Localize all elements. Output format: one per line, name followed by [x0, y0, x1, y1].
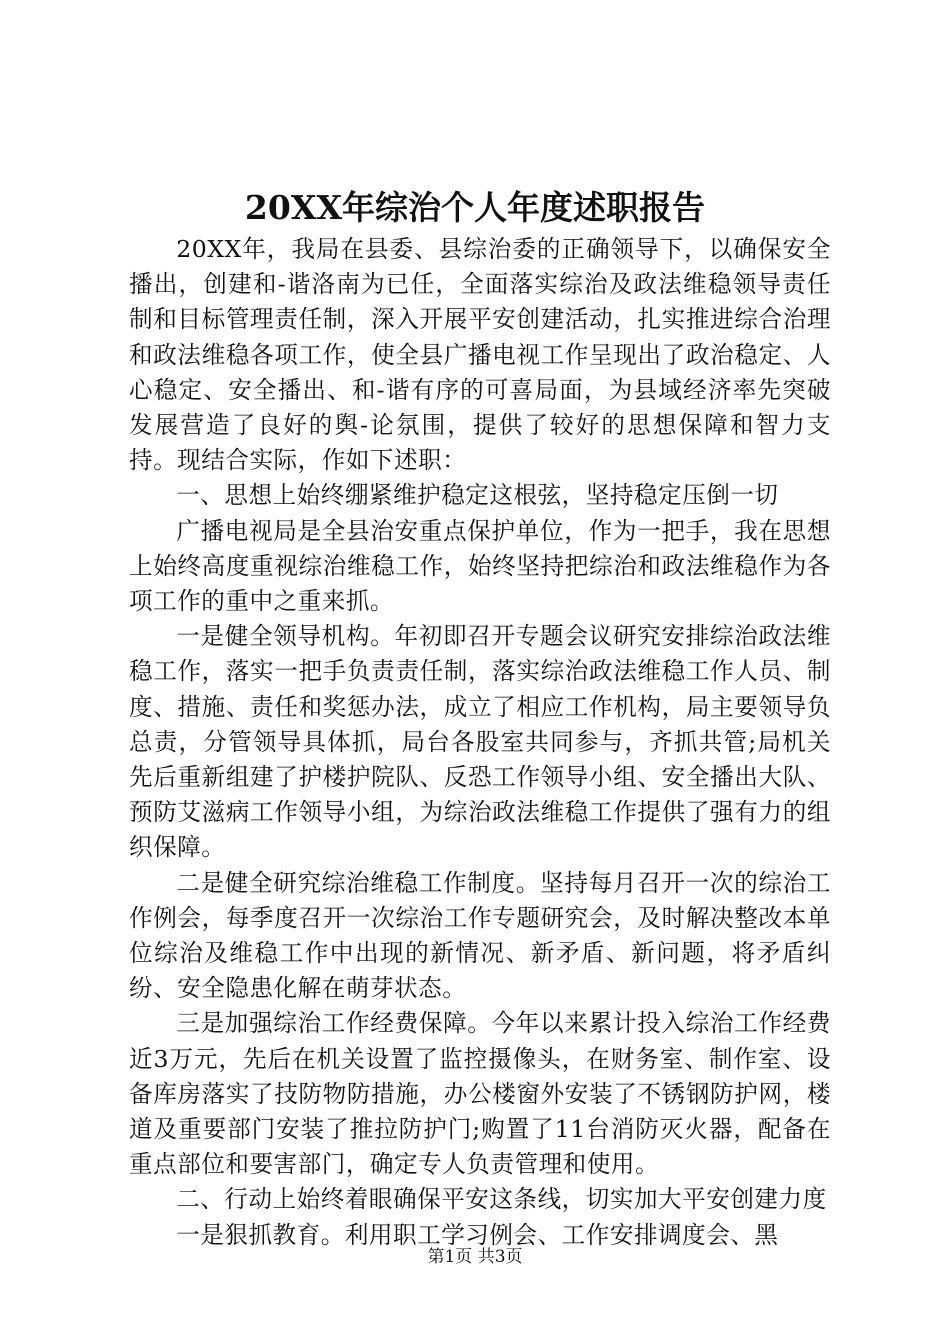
- document-title: 20XX年综治个人年度述职报告: [244, 188, 706, 227]
- page-footer: 第1页 共3页: [427, 1247, 523, 1267]
- section-heading-1: 一、思想上始终绷紧维护稳定这根弦，坚持稳定压倒一切: [176, 481, 779, 510]
- paragraph-item-1: 一是健全领导机构。年初即召开专题会议研究安排综治政法维稳工作，落实一把手负责责任制，落实综治政法维稳工作人员、制度、措施、责任和奖惩办法，成立了相应工作机构，局主要领导负总责，分管领导具体抓，局台各股室共同参与，齐抓共管;局机关先后重新组建了护楼护院队、反恐工作领导小组、安全播出大队、预防艾滋病工作领导小组，为综治政法维稳工作提供了强有力的组织保障。: [129, 622, 831, 862]
- section-heading-2: 二、行动上始终着眼确保平安这条线，切实加大平安创建力度: [176, 1185, 827, 1214]
- document-body: [129, 232, 831, 1253]
- paragraph-section-1-intro: 广播电视局是全县治安重点保护单位，作为一把手，我在思想上始终高度重视综治维稳工作，始终坚持把综治和政法维稳作为各项工作的重中之重来抓。: [129, 516, 831, 616]
- paragraph-item-2: 二是健全研究综治维稳工作制度。坚持每月召开一次的综治工作例会，每季度召开一次综治工作专题研究会，及时解决整改本单位综治及维稳工作中出现的新情况、新矛盾、新问题，将矛盾纠纷、安全隐患化解在萌芽状态。: [129, 868, 831, 1003]
- paragraph-intro: 20XX年，我局在县委、县综治委的正确领导下，以确保安全播出，创建和-谐洛南为已任，全面落实综治及政法维稳领导责任制和目标管理责任制，深入开展平安创建活动，扎实推进综合治理和政法维稳各项工作，使全县广播电视工作呈现出了政治稳定、人心稳定、安全播出、和-谐有序的可喜局面，为县域经济率先突破发展营造了良好的舆-论氛围，提供了较好的思想保障和智力支持。现结合实际，作如下述职：: [129, 235, 831, 475]
- paragraph-item-3: 三是加强综治工作经费保障。今年以来累计投入综治工作经费近3万元，先后在机关设置了监控摄像头，在财务室、制作室、设备库房落实了技防物防措施，办公楼窗外安装了不锈钢防护网，楼道及重要部门安装了推拉防护门;购置了11台消防灭火器，配备在重点部位和要害部门，确定专人负责管理和使用。: [129, 1009, 831, 1179]
- paragraph-section-2-item-1: 一是狠抓教育。利用职工学习例会、工作安排调度会、黑: [176, 1220, 779, 1249]
